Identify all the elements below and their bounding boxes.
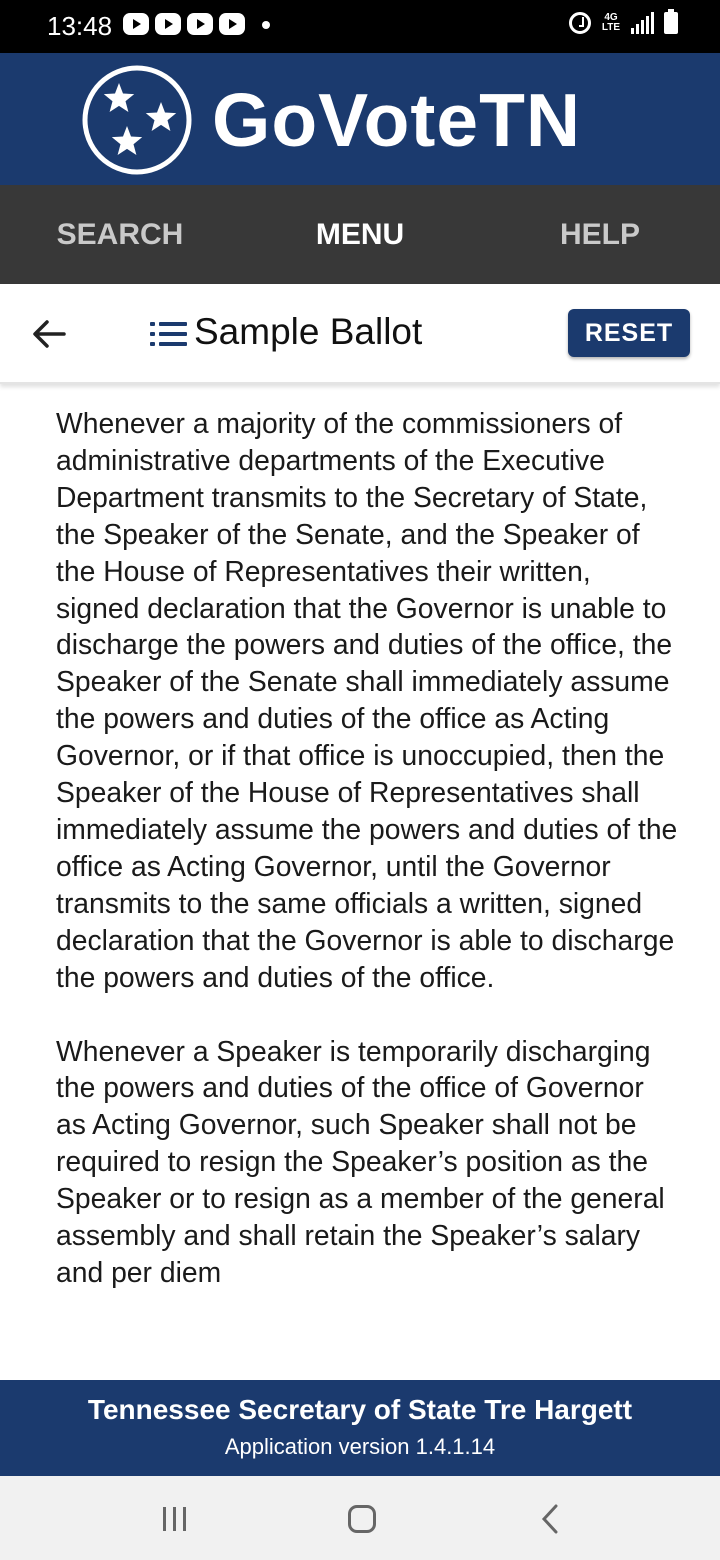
page-title: Sample Ballot	[194, 311, 423, 352]
youtube-notification-icon	[219, 13, 245, 35]
footer	[0, 1380, 720, 1476]
nav-search-tab[interactable]: SEARCH	[56, 217, 184, 251]
more-notifications-dot	[262, 21, 270, 29]
network-type-icon: 4G LTE	[601, 12, 621, 33]
system-nav-bar	[0, 1476, 720, 1560]
back-chevron-icon[interactable]	[540, 1504, 560, 1534]
brand-name: GoVoteTN	[212, 78, 582, 162]
status-bar	[0, 0, 720, 53]
nav-menu-tab[interactable]: MENU	[315, 217, 405, 251]
page-toolbar	[0, 284, 720, 384]
nav-help-tab[interactable]: HELP	[559, 217, 640, 251]
tennessee-tristar-icon	[81, 64, 193, 176]
youtube-notification-icon	[155, 13, 181, 35]
ballot-paragraph: Whenever a Speaker is temporarily discharging the powers and duties of the office of Governor as Acting Governor, such Speaker shall not be required to resign the Speaker’s position as the Speaker or to resign as a member of the general assembly and shall retain the Speaker’s salary and per diem	[56, 1034, 665, 1288]
ballot-content[interactable]	[0, 384, 720, 1380]
app-version: Application version 1.4.1.14	[224, 1434, 496, 1459]
battery-icon	[664, 12, 678, 34]
notification-icons	[123, 13, 245, 35]
signal-icon	[631, 12, 654, 34]
ballot-paragraph: Whenever a majority of the commissioners of administrative departments of the Executive Department transmits to the Secretary of State, the Speaker of the Senate, and the Speaker of the House of Representatives their written, signed declaration that the Governor is unable to discharge the powers and duties of the office, the Speaker of the Senate shall immediately assume the powers and duties of the office as Acting Governor, or if that office is unoccupied, then the Speaker of the House of Representatives shall immediately assume the powers and duties of the office as Acting Governor, until the Governor transmits to the same officials a written, signed declaration that the Governor is able to discharge the powers and duties of the office.	[56, 407, 678, 993]
youtube-notification-icon	[123, 13, 149, 35]
list-icon	[150, 319, 188, 349]
status-indicators	[569, 12, 678, 34]
arrow-left-icon[interactable]	[30, 315, 68, 353]
main-nav	[0, 185, 720, 284]
home-icon[interactable]	[348, 1505, 376, 1533]
footer-title: Tennessee Secretary of State Tre Hargett	[87, 1394, 633, 1425]
status-time: 13:48	[47, 11, 113, 41]
recent-apps-icon[interactable]	[161, 1506, 189, 1532]
youtube-notification-icon	[187, 13, 213, 35]
alarm-icon	[569, 12, 591, 34]
reset-button[interactable]: RESET	[568, 309, 690, 357]
